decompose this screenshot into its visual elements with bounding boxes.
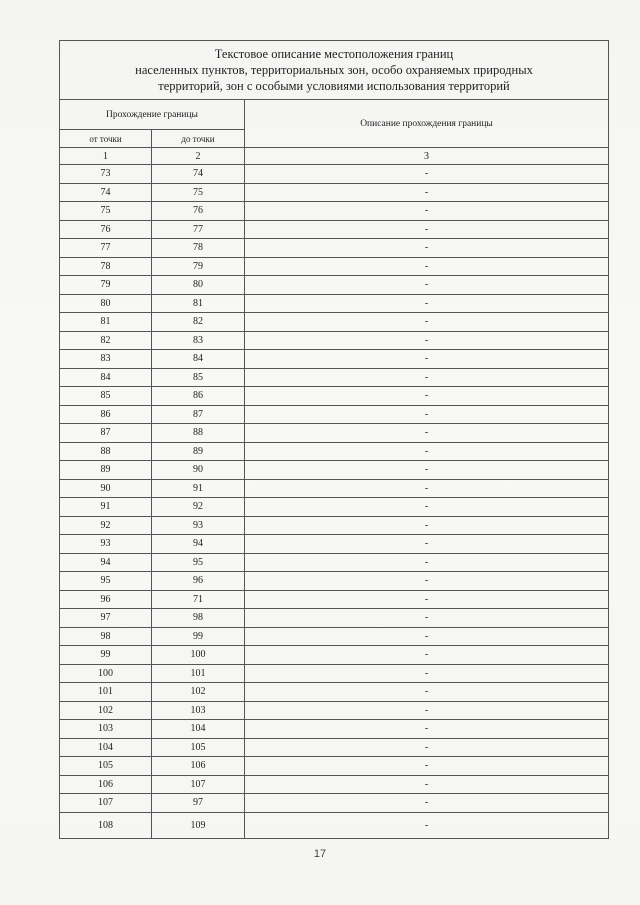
header-from-point: от точки [60,130,152,148]
cell-desc: - [245,701,609,720]
cell-to: 105 [152,738,245,757]
table-row [60,627,609,646]
table-row [60,331,609,350]
table-row [60,738,609,757]
cell-from: 100 [60,664,152,683]
cell-from: 101 [60,683,152,702]
cell-to: 76 [152,202,245,221]
cell-desc: - [245,664,609,683]
cell-desc: - [245,627,609,646]
cell-from: 106 [60,775,152,794]
table-row [60,535,609,554]
cell-desc: - [245,368,609,387]
cell-desc: - [245,757,609,776]
cell-to: 103 [152,701,245,720]
table-row [60,757,609,776]
header-to-point: до точки [152,130,245,148]
cell-from: 97 [60,609,152,628]
cell-from: 73 [60,165,152,184]
cell-desc: - [245,257,609,276]
cell-from: 78 [60,257,152,276]
cell-from: 84 [60,368,152,387]
cell-desc: - [245,516,609,535]
cell-to: 101 [152,664,245,683]
page-number: 17 [313,848,327,860]
cell-desc: - [245,498,609,517]
cell-desc: - [245,572,609,591]
cell-to: 90 [152,461,245,480]
cell-to: 104 [152,720,245,739]
cell-from: 77 [60,239,152,258]
cell-desc: - [245,202,609,221]
cell-desc: - [245,479,609,498]
cell-desc: - [245,535,609,554]
cell-desc: - [245,609,609,628]
cell-from: 104 [60,738,152,757]
cell-from: 95 [60,572,152,591]
table-row [60,239,609,258]
table-body [60,165,609,839]
cell-to: 107 [152,775,245,794]
cell-to: 86 [152,387,245,406]
cell-from: 91 [60,498,152,517]
table-row [60,257,609,276]
table-row [60,405,609,424]
cell-from: 90 [60,479,152,498]
cell-desc: - [245,313,609,332]
cell-to: 94 [152,535,245,554]
cell-from: 80 [60,294,152,313]
cell-desc: - [245,461,609,480]
cell-from: 81 [60,313,152,332]
header-boundary-passage: Прохождение границы [60,100,245,130]
cell-to: 81 [152,294,245,313]
cell-desc: - [245,590,609,609]
cell-from: 94 [60,553,152,572]
cell-desc: - [245,405,609,424]
cell-from: 92 [60,516,152,535]
cell-from: 103 [60,720,152,739]
cell-from: 86 [60,405,152,424]
table-row [60,276,609,295]
cell-desc: - [245,239,609,258]
table-row [60,350,609,369]
cell-desc: - [245,794,609,813]
cell-desc: - [245,683,609,702]
cell-to: 99 [152,627,245,646]
cell-to: 98 [152,609,245,628]
cell-from: 107 [60,794,152,813]
table-row [60,775,609,794]
table-row [60,609,609,628]
cell-from: 93 [60,535,152,554]
cell-to: 84 [152,350,245,369]
table-row [60,368,609,387]
table-row [60,461,609,480]
cell-desc: - [245,183,609,202]
cell-to: 80 [152,276,245,295]
table-row [60,313,609,332]
cell-from: 105 [60,757,152,776]
cell-desc: - [245,387,609,406]
column-number-3: 3 [245,148,609,165]
cell-to: 85 [152,368,245,387]
cell-to: 106 [152,757,245,776]
cell-from: 88 [60,442,152,461]
cell-to: 71 [152,590,245,609]
cell-desc: - [245,294,609,313]
cell-from: 75 [60,202,152,221]
table-row [60,701,609,720]
cell-from: 87 [60,424,152,443]
cell-from: 96 [60,590,152,609]
table-row [60,812,609,838]
table-row [60,479,609,498]
cell-to: 93 [152,516,245,535]
cell-to: 74 [152,165,245,184]
cell-to: 87 [152,405,245,424]
cell-from: 89 [60,461,152,480]
cell-from: 85 [60,387,152,406]
cell-desc: - [245,812,609,838]
cell-to: 92 [152,498,245,517]
table-row [60,516,609,535]
cell-from: 99 [60,646,152,665]
cell-to: 89 [152,442,245,461]
table-row [60,424,609,443]
cell-to: 79 [152,257,245,276]
cell-to: 102 [152,683,245,702]
cell-to: 75 [152,183,245,202]
cell-to: 97 [152,794,245,813]
table-row [60,294,609,313]
cell-desc: - [245,775,609,794]
table-row [60,720,609,739]
cell-to: 109 [152,812,245,838]
cell-desc: - [245,720,609,739]
cell-desc: - [245,442,609,461]
cell-to: 96 [152,572,245,591]
table-row [60,387,609,406]
table-row [60,683,609,702]
cell-to: 100 [152,646,245,665]
table-row [60,442,609,461]
cell-desc: - [245,165,609,184]
cell-desc: - [245,424,609,443]
title-line-2: населенных пунктов, территориальных зон, особо охраняемых природных [135,63,533,77]
cell-to: 82 [152,313,245,332]
table-row [60,165,609,184]
cell-to: 88 [152,424,245,443]
cell-to: 95 [152,553,245,572]
boundary-description-table [59,40,609,839]
title-line-1: Текстовое описание местоположения границ [214,47,454,61]
cell-from: 83 [60,350,152,369]
header-description: Описание прохождения границы [245,100,609,148]
cell-to: 91 [152,479,245,498]
table-row [60,183,609,202]
table-row [60,498,609,517]
cell-desc: - [245,276,609,295]
cell-desc: - [245,350,609,369]
table-row [60,572,609,591]
cell-to: 78 [152,239,245,258]
cell-from: 102 [60,701,152,720]
column-number-2: 2 [152,148,245,165]
cell-desc: - [245,738,609,757]
cell-from: 79 [60,276,152,295]
table-row [60,646,609,665]
cell-from: 98 [60,627,152,646]
table-row [60,794,609,813]
cell-from: 82 [60,331,152,350]
cell-desc: - [245,331,609,350]
table-row [60,220,609,239]
table-title [60,41,609,100]
cell-to: 83 [152,331,245,350]
cell-to: 77 [152,220,245,239]
cell-from: 74 [60,183,152,202]
table-row [60,590,609,609]
cell-desc: - [245,646,609,665]
cell-desc: - [245,553,609,572]
cell-from: 76 [60,220,152,239]
table-row [60,202,609,221]
cell-from: 108 [60,812,152,838]
column-number-1: 1 [60,148,152,165]
table-row [60,664,609,683]
table-row [60,553,609,572]
cell-desc: - [245,220,609,239]
title-line-3: территорий, зон с особыми условиями использования территорий [158,79,510,93]
